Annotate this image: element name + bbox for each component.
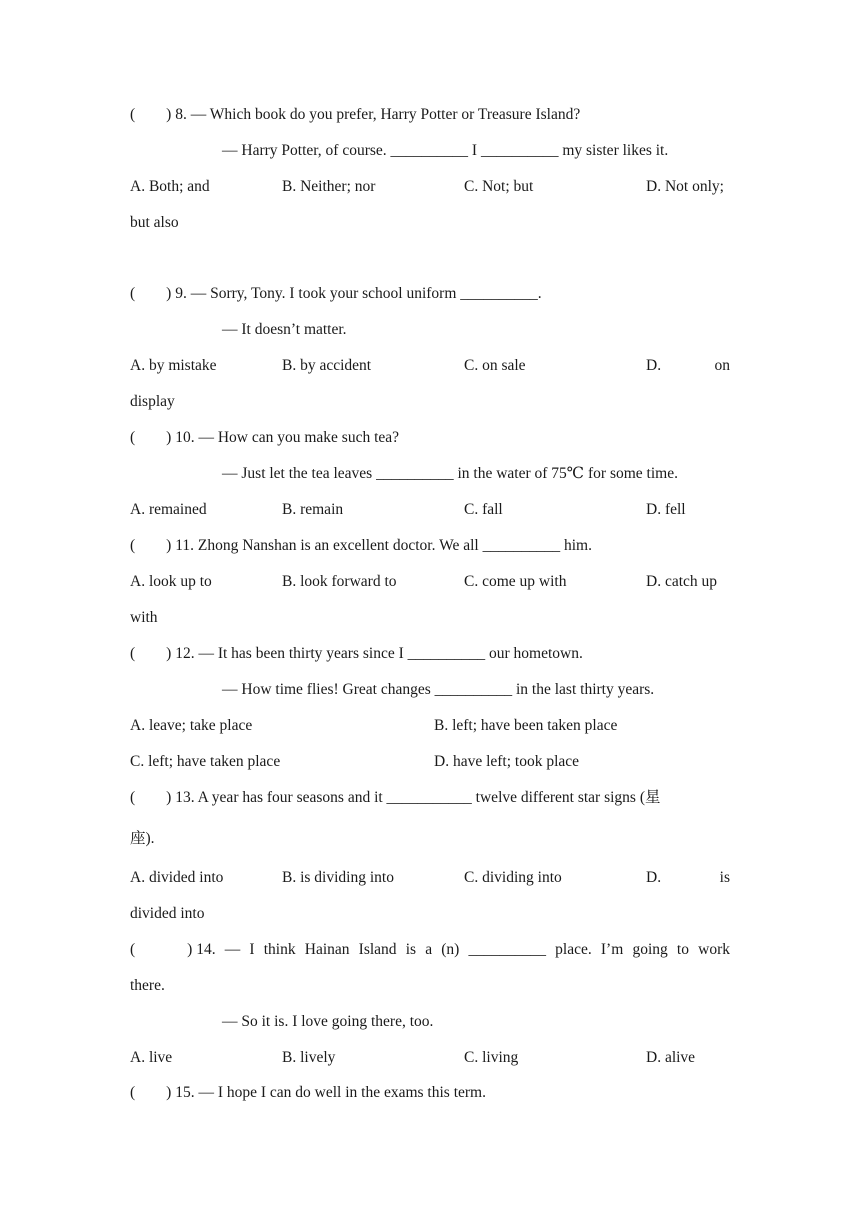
question-14-line: — So it is. I love going there, too. [222, 1013, 434, 1030]
q11-option-b: B. look forward to [282, 573, 397, 590]
q11-option-a: A. look up to [130, 573, 212, 590]
q10-option-d: D. fell [646, 501, 686, 518]
question-12-stem: ( ) 12. — It has been thirty years since I __________ our hometown. [130, 645, 583, 662]
q12-option-d: D. have left; took place [434, 753, 580, 770]
q10-option-b: B. remain [282, 501, 344, 518]
q13-option-a: A. divided into [130, 869, 224, 886]
q14-word: I’m [600, 941, 624, 958]
q13-option-b: B. is dividing into [282, 869, 394, 886]
q9-option-c: C. on sale [464, 357, 526, 374]
q9-option-wrap: display [130, 393, 175, 410]
q10-option-a: A. remained [130, 501, 207, 518]
q14-option-b: B. lively [282, 1049, 336, 1066]
q11-option-c: C. come up with [464, 573, 567, 590]
question-11-stem: ( ) 11. Zhong Nanshan is an excellent doctor. We all __________ him. [130, 537, 592, 554]
question-14-stem-wrap: there. [130, 977, 165, 994]
question-15-stem: ( ) 15. — I hope I can do well in the exams this term. [130, 1084, 486, 1101]
question-13-stem: ( ) 13. A year has four seasons and it ___________ twelve different star signs (星 [130, 789, 661, 806]
q14-word: think [263, 941, 296, 958]
q12-option-a: A. leave; take place [130, 717, 253, 734]
q8-option-b: B. Neither; nor [282, 178, 376, 195]
question-9-stem: ( ) 9. — Sorry, Tony. I took your school uniform __________. [130, 285, 542, 302]
q12-option-c: C. left; have taken place [130, 753, 281, 770]
q13-option-wrap: divided into [130, 905, 205, 922]
q12-option-b: B. left; have been taken place [434, 717, 618, 734]
q14-option-a: A. live [130, 1049, 173, 1066]
q14-blank: __________ [468, 941, 546, 958]
q14-word: to [676, 941, 689, 958]
q13-option-d-text: is [719, 869, 730, 886]
q14-word: ) 14. [187, 941, 216, 958]
q8-option-a: A. Both; and [130, 178, 210, 195]
q9-option-d [646, 356, 730, 376]
q14-word: going [632, 941, 668, 958]
question-8-line: — Harry Potter, of course. __________ I __________ my sister likes it. [222, 142, 669, 159]
q14-word: work [698, 941, 730, 958]
q14-word: is [405, 941, 417, 958]
q11-option-wrap: with [130, 609, 158, 626]
question-8-stem: ( ) 8. — Which book do you prefer, Harry Potter or Treasure Island? [130, 106, 581, 123]
q9-option-d-letter: D. [646, 357, 662, 374]
q13-option-d [646, 868, 730, 888]
q14-word: Hainan [304, 941, 350, 958]
q14-word: Island [358, 941, 397, 958]
question-9-line: — It doesn’t matter. [222, 321, 347, 338]
q9-option-d-text: on [714, 357, 730, 374]
q14-word: — [224, 941, 241, 958]
q14-word: place. [555, 941, 592, 958]
q13-option-d-letter: D. [646, 869, 662, 886]
q8-option-wrap: but also [130, 214, 179, 231]
q10-option-c: C. fall [464, 501, 503, 518]
q14-word: (n) [441, 941, 460, 958]
question-10-line: — Just let the tea leaves __________ in the water of 75℃ for some time. [222, 465, 678, 482]
q14-paren: ( [130, 941, 136, 958]
q9-option-b: B. by accident [282, 357, 372, 374]
q8-option-c: C. Not; but [464, 178, 534, 195]
q13-option-c: C. dividing into [464, 869, 562, 886]
q14-option-c: C. living [464, 1049, 519, 1066]
q14-option-d: D. alive [646, 1049, 696, 1066]
question-10-stem: ( ) 10. — How can you make such tea? [130, 429, 400, 446]
question-12-line: — How time flies! Great changes __________ in the last thirty years. [222, 681, 655, 698]
q9-option-a: A. by mistake [130, 357, 217, 374]
q14-word: I [249, 941, 255, 958]
q11-option-d: D. catch up [646, 573, 718, 590]
question-13-stem-wrap: 座). [130, 830, 155, 847]
question-14-stem [130, 940, 730, 960]
q8-option-d: D. Not only; [646, 178, 724, 195]
q14-word: a [425, 941, 433, 958]
